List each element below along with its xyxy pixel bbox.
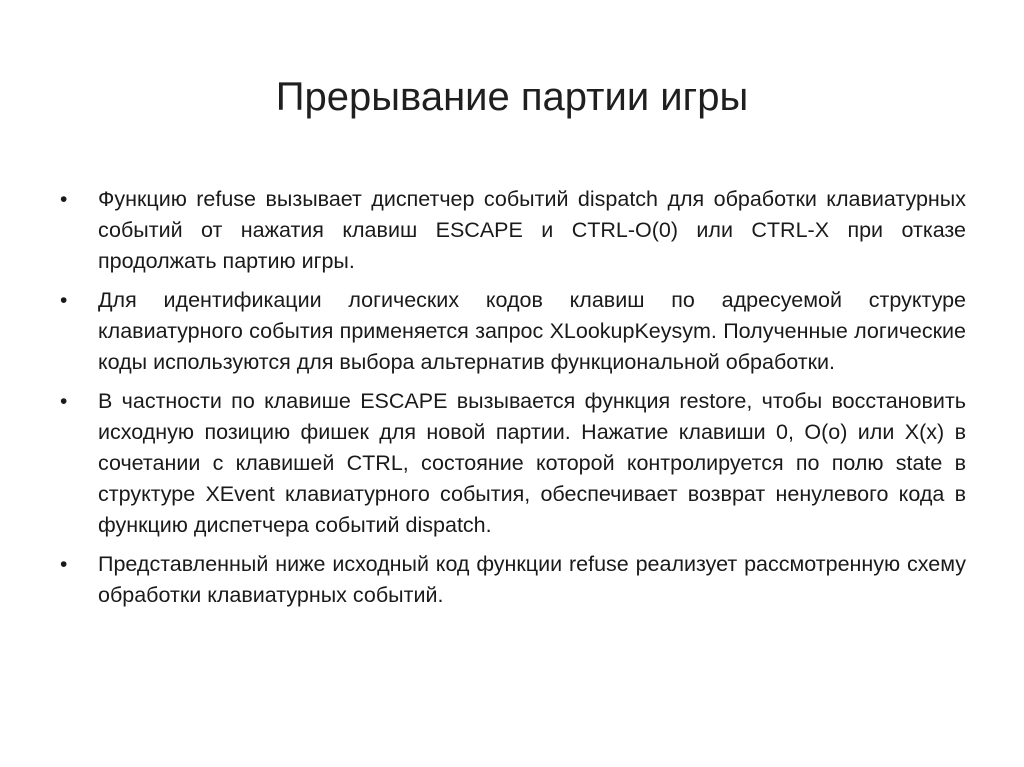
bullet-list — [60, 184, 966, 619]
bullet-text: Для идентификации логических кодов клавиш по адресуемой структуре клавиатурного события применяется запрос XLookupKeysym. Полученные логические коды используются для выбора альтернатив функциональной обработки. — [98, 288, 966, 374]
bullet-icon: • — [60, 553, 68, 576]
bullet-icon: • — [60, 289, 68, 312]
bullet-icon: • — [60, 188, 68, 211]
bullet-item — [60, 285, 966, 378]
bullet-text: В частности по клавише ESCAPE вызывается функция restore, чтобы восстановить исходную позицию фишек для новой партии. Нажатие клавиши 0, O(o) или X(x) в сочетании с клавишей CTRL, состояние которой контролируется по полю state в структуре XEvent клавиатурного события, обеспечивает возврат ненулевого кода в функцию диспетчера событий dispatch. — [98, 389, 966, 537]
bullet-item — [60, 184, 966, 277]
slide-title: Прерывание партии игры — [275, 75, 749, 119]
bullet-item — [60, 386, 966, 541]
bullet-text: Функцию refuse вызывает диспетчер событий dispatch для обработки клавиатурных событий от нажатия клавиш ESCAPE и CTRL-O(0) или CTRL-X при отказе продолжать партию игры. — [98, 187, 966, 273]
bullet-item — [60, 549, 966, 611]
bullet-icon: • — [60, 390, 68, 413]
bullet-text: Представленный ниже исходный код функции refuse реализует рассмотренную схему обработки клавиатурных событий. — [98, 552, 966, 607]
